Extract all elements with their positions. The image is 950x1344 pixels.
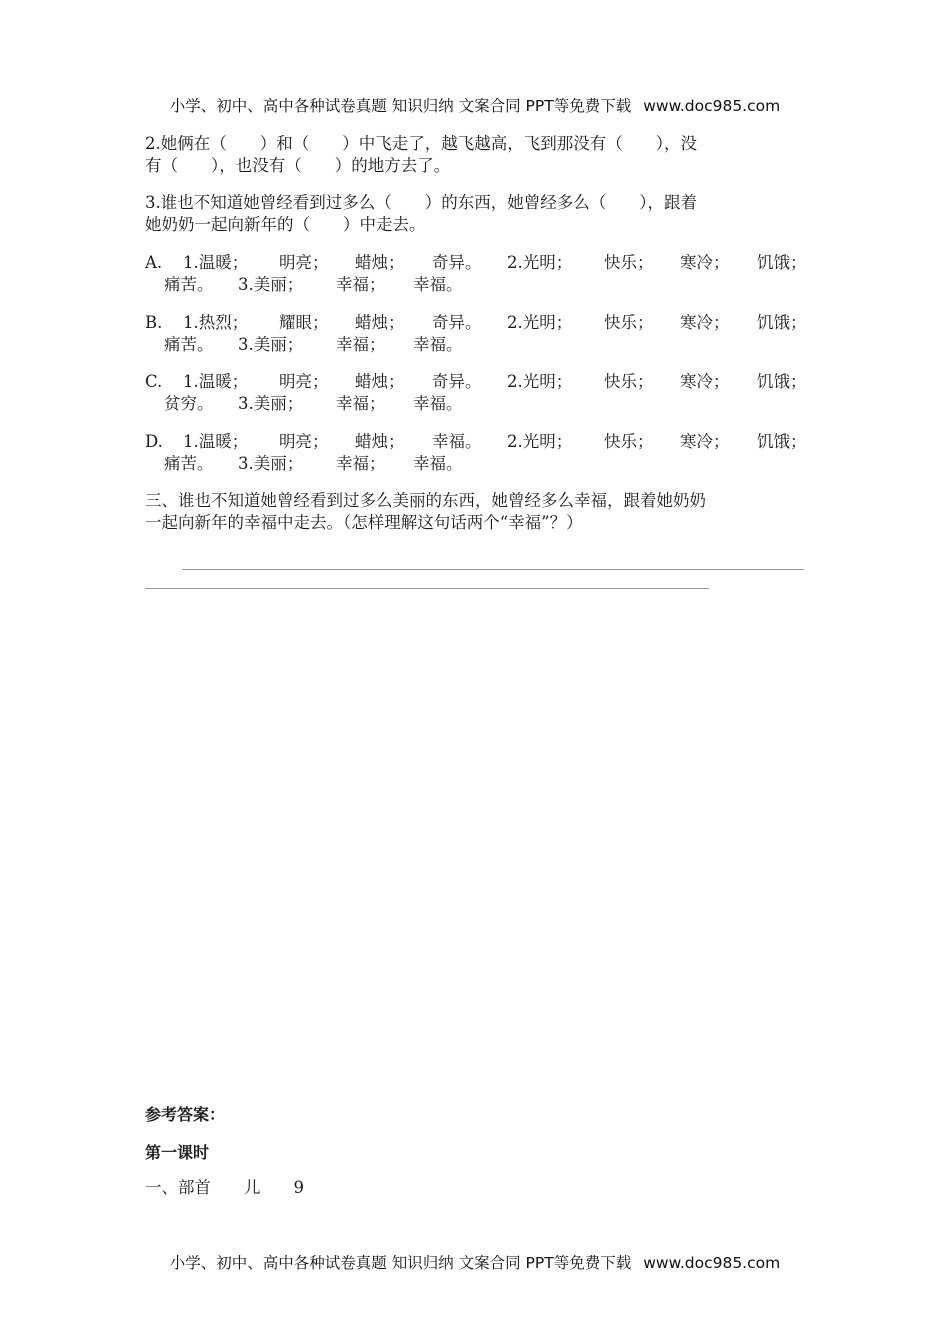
q3-line2: 她奶奶一起向新年的（ ）中走去。 bbox=[145, 215, 426, 234]
option-word: 明亮； bbox=[279, 432, 329, 451]
page-footer bbox=[0, 1251, 950, 1273]
option-word: 2.光明； bbox=[507, 253, 573, 272]
option-word: 幸福。 bbox=[413, 275, 463, 294]
option-word: 奇异。 bbox=[432, 313, 482, 332]
option-word: 奇异。 bbox=[432, 372, 482, 391]
answer-line[interactable] bbox=[145, 588, 709, 589]
header-url[interactable]: www.doc985.com bbox=[643, 97, 781, 115]
option-word: 明亮； bbox=[279, 372, 329, 391]
option-word: 1.温暖； bbox=[183, 432, 249, 451]
section3-line2: 一起向新年的幸福中走去。（怎样理解这句话两个“幸福”？） bbox=[145, 513, 583, 532]
option-word: 快乐； bbox=[604, 432, 654, 451]
option-word: 饥饿； bbox=[757, 432, 807, 451]
option-word: 幸福。 bbox=[413, 335, 463, 354]
option-word: 幸福。 bbox=[432, 432, 482, 451]
option-word: 痛苦。 bbox=[164, 454, 214, 473]
option-word: 痛苦。 bbox=[164, 275, 214, 294]
option-word: 3.美丽； bbox=[238, 454, 304, 473]
option-word: 快乐； bbox=[604, 372, 654, 391]
option-word: 3.美丽； bbox=[238, 394, 304, 413]
option-a bbox=[145, 252, 805, 296]
option-word: 耀眼； bbox=[279, 313, 329, 332]
option-word: 幸福； bbox=[336, 394, 386, 413]
lesson-title: 第一课时 bbox=[145, 1143, 210, 1162]
answer-line[interactable] bbox=[182, 569, 804, 570]
option-word: 2.光明； bbox=[507, 313, 573, 332]
option-word: 寒冷； bbox=[680, 253, 730, 272]
option-word: 3.美丽； bbox=[238, 335, 304, 354]
footer-text: 小学、初中、高中各种试卷真题 知识归纳 文案合同 PPT等免费下载 bbox=[169, 1254, 632, 1272]
option-word: 蜡烛； bbox=[355, 313, 405, 332]
option-word: 饥饿； bbox=[757, 313, 807, 332]
option-word: 寒冷； bbox=[680, 313, 730, 332]
option-word: 饥饿； bbox=[757, 253, 807, 272]
option-word: 寒冷； bbox=[680, 372, 730, 391]
option-word: 幸福； bbox=[336, 335, 386, 354]
header-text: 小学、初中、高中各种试卷真题 知识归纳 文案合同 PPT等免费下载 bbox=[169, 97, 632, 115]
option-letter: C. bbox=[145, 372, 163, 391]
option-word: 快乐； bbox=[604, 313, 654, 332]
option-d bbox=[145, 431, 805, 475]
option-word: 1.温暖； bbox=[183, 372, 249, 391]
option-word: 2.光明； bbox=[507, 372, 573, 391]
q2-line1: 2.她俩在（ ）和（ ）中飞走了，越飞越高，飞到那没有（ ），没 bbox=[145, 134, 697, 153]
option-word: 寒冷； bbox=[680, 432, 730, 451]
option-word: 1.热烈； bbox=[183, 313, 249, 332]
option-word: 痛苦。 bbox=[164, 335, 214, 354]
option-b bbox=[145, 312, 805, 356]
option-word: 蜡烛； bbox=[355, 432, 405, 451]
option-word: 2.光明； bbox=[507, 432, 573, 451]
footer-url[interactable]: www.doc985.com bbox=[643, 1254, 781, 1272]
option-letter: A. bbox=[145, 253, 163, 272]
option-word: 幸福。 bbox=[413, 394, 463, 413]
option-c bbox=[145, 371, 805, 415]
answers-title: 参考答案： bbox=[145, 1105, 226, 1124]
option-word: 幸福。 bbox=[413, 454, 463, 473]
option-word: 1.温暖； bbox=[183, 253, 249, 272]
option-word: 快乐； bbox=[604, 253, 654, 272]
option-word: 幸福； bbox=[336, 275, 386, 294]
option-letter: D. bbox=[145, 432, 163, 451]
option-word: 明亮； bbox=[279, 253, 329, 272]
option-word: 幸福； bbox=[336, 454, 386, 473]
section3-line1: 三、谁也不知道她曾经看到过多么美丽的东西，她曾经多么幸福，跟着她奶奶 bbox=[145, 491, 706, 510]
answer-item-1: 一、部首 儿 9 bbox=[145, 1178, 304, 1197]
option-word: 贫穷。 bbox=[164, 394, 214, 413]
option-word: 蜡烛； bbox=[355, 253, 405, 272]
option-word: 蜡烛； bbox=[355, 372, 405, 391]
option-word: 饥饿； bbox=[757, 372, 807, 391]
option-word: 奇异。 bbox=[432, 253, 482, 272]
option-word: 3.美丽； bbox=[238, 275, 304, 294]
q3-line1: 3.谁也不知道她曾经看到过多么（ ）的东西，她曾经多么（ ），跟着 bbox=[145, 193, 697, 212]
page-header bbox=[0, 94, 950, 116]
q2-line2: 有（ ），也没有（ ）的地方去了。 bbox=[145, 156, 451, 175]
option-letter: B. bbox=[145, 313, 163, 332]
